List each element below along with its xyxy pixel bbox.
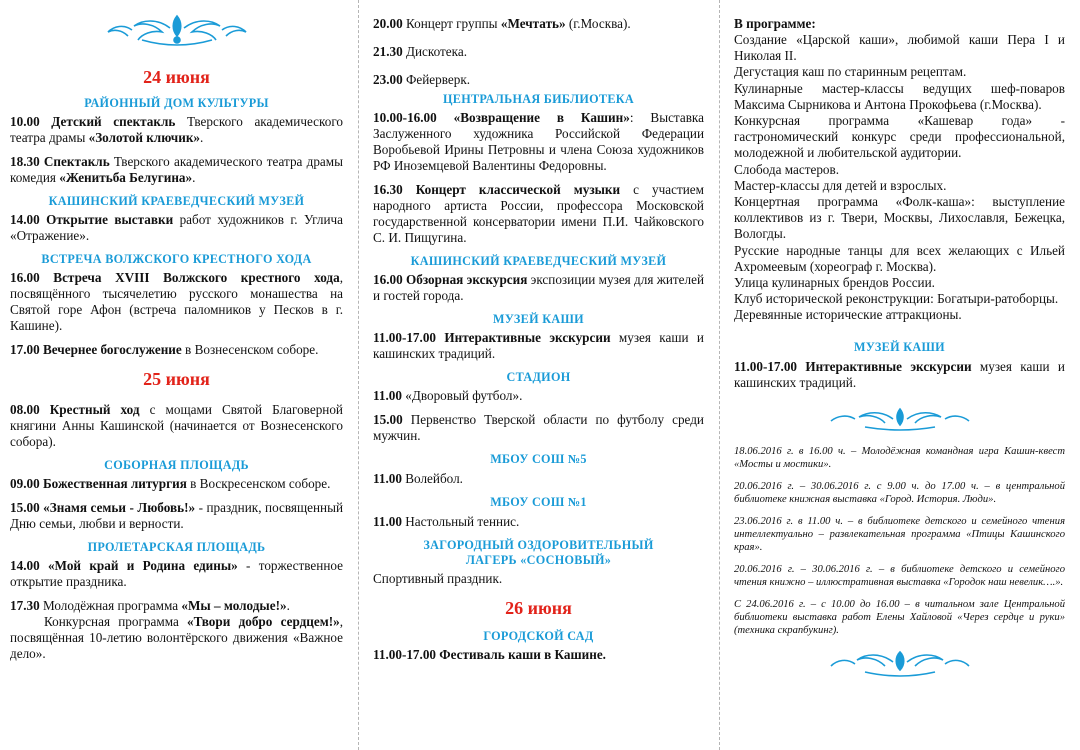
venue-heading: МБОУ СОШ №1 bbox=[490, 495, 587, 509]
venue-heading: МУЗЕЙ КАШИ bbox=[854, 339, 945, 354]
event-item: 11.00 «Дворовый футбол». bbox=[373, 388, 523, 403]
event-item: 20.00 Концерт группы «Мечтать» (г.Москва). bbox=[373, 16, 631, 31]
announcement-item: 20.06.2016 г. – 30.06.2016 г. – в библиотеке детского и семейного чтения книжно – иллюстративная выставка «Городок наш невелик….». bbox=[734, 563, 1065, 588]
event-item: 11.00 Волейбол. bbox=[373, 471, 463, 486]
event-item: 18.30 Спектакль Тверского академического театра драмы комедия «Женитьба Белугина». bbox=[10, 154, 343, 185]
announcement-item: С 24.06.2016 г. – с 10.00 до 16.00 – в читальном зале Центральной библиотеки выставка работ Елены Хайловой «Через сердце и руки» (техника скрапбукинг). bbox=[734, 598, 1065, 636]
venue-heading: ГОРОДСКОЙ САД bbox=[483, 629, 594, 643]
event-item: 11.00-17.00 Интерактивные экскурсии музея каши и кашинских традиций. bbox=[734, 358, 1065, 390]
program-item: Улица кулинарных брендов России. bbox=[734, 275, 935, 291]
event-item: 17.30 Молодёжная программа «Мы – молодые!». bbox=[10, 598, 290, 613]
date-heading: 26 июня bbox=[505, 598, 572, 618]
event-item: 17.00 Вечернее богослужение в Вознесенском соборе. bbox=[10, 342, 319, 357]
venue-heading: ВСТРЕЧА ВОЛЖСКОГО КРЕСТНОГО ХОДА bbox=[41, 252, 312, 266]
announcement-item: 18.06.2016 г. в 16.00 ч. – Молодёжная командная игра Кашин-квест «Мосты и мостики». bbox=[734, 445, 1065, 470]
event-item: 14.00 «Мой край и Родина едины» - торжественное открытие праздника. bbox=[10, 558, 343, 589]
event-item: 16.00 Встреча XVIII Волжского крестного хода, посвящённого тысячелетию русского монашества на Святой горе Афон (встреча паломников у Песков в г. Кашине). bbox=[10, 270, 343, 333]
venue-heading: СОБОРНАЯ ПЛОЩАДЬ bbox=[104, 458, 249, 472]
announcement-item: 23.06.2016 г. в 11.00 ч. – в библиотеке детского и семейного чтения интеллектуально – развлекательная программа «Птицы Кашинского края». bbox=[734, 515, 1065, 553]
venue-heading: РАЙОННЫЙ ДОМ КУЛЬТУРЫ bbox=[84, 96, 269, 110]
column-divider-left bbox=[358, 0, 359, 750]
program-item: Деревянные исторические аттракционы. bbox=[734, 307, 962, 323]
ornament-middle-icon bbox=[825, 405, 975, 431]
program-item: Мастер-классы для детей и взрослых. bbox=[734, 177, 947, 193]
event-item: 16.00 Обзорная экскурсия экспозиции музея для жителей и гостей города. bbox=[373, 272, 704, 303]
venue-heading: СТАДИОН bbox=[506, 370, 571, 384]
program-item: Слобода мастеров. bbox=[734, 161, 840, 177]
column-2 bbox=[373, 0, 704, 750]
program-item: Русские народные танцы для всех желающих с Ильей Ахромеевым (хореограф г. Москва). bbox=[734, 242, 1065, 274]
venue-heading: КАШИНСКИЙ КРАЕВЕДЧЕСКИЙ МУЗЕЙ bbox=[48, 194, 305, 208]
program-list bbox=[734, 32, 1065, 324]
program-item: Создание «Царской каши», любимой каши Пера I и Николая II. bbox=[734, 32, 1065, 64]
program-heading: В программе: bbox=[734, 16, 816, 31]
column-3 bbox=[734, 0, 1065, 750]
event-item: 15.00 «Знамя семьи - Любовь!» - праздник, посвященный Дню семьи, любви и верности. bbox=[10, 500, 343, 531]
program-item: Клуб исторической реконструкции: Богатыри-ратоборцы. bbox=[734, 291, 1059, 307]
program-item: Кулинарные мастер-классы ведущих шеф-поваров Максима Сырникова и Антона Прокофьева (г.Москва). bbox=[734, 80, 1065, 112]
venue-heading: ЗАГОРОДНЫЙ ОЗДОРОВИТЕЛЬНЫЙ bbox=[423, 538, 654, 552]
date-heading: 24 июня bbox=[143, 67, 210, 87]
program-item: Концертная программа «Фолк-каша»: выступление коллективов из г. Твери, Москвы, Лихославля, Бежецка, Вологды. bbox=[734, 194, 1065, 242]
venue-heading: МБОУ СОШ №5 bbox=[490, 452, 587, 466]
program-item: Дегустация каш по старинным рецептам. bbox=[734, 64, 967, 80]
event-item: 15.00 Первенство Тверской области по футболу среди мужчин. bbox=[373, 412, 704, 443]
venue-heading: КАШИНСКИЙ КРАЕВЕДЧЕСКИЙ МУЗЕЙ bbox=[410, 254, 667, 268]
venue-heading: ПРОЛЕТАРСКАЯ ПЛОЩАДЬ bbox=[87, 540, 266, 554]
program-item: Конкурсная программа «Кашевар года» - гастрономический конкурс среди профессиональной, молодежной и любительской аудитории. bbox=[734, 113, 1065, 161]
column-1 bbox=[10, 0, 343, 750]
event-item: Спортивный праздник. bbox=[373, 571, 503, 586]
announcements-list bbox=[734, 445, 1065, 637]
event-item: 14.00 Открытие выставки работ художников г. Углича «Отражение». bbox=[10, 212, 343, 243]
date-heading: 25 июня bbox=[143, 369, 210, 389]
announcement-item: 20.06.2016 г. – 30.06.2016 г. с 9.00 ч. до 17.00 ч. – в центральной библиотеке книжная выставка «Город. История. Люди». bbox=[734, 480, 1065, 505]
venue-heading: ЦЕНТРАЛЬНАЯ БИБЛИОТЕКА bbox=[443, 92, 634, 106]
event-item: 09.00 Божественная литургия в Воскресенском соборе. bbox=[10, 476, 331, 491]
venue-heading: МУЗЕЙ КАШИ bbox=[493, 312, 584, 326]
ornament-top-icon bbox=[102, 10, 252, 50]
event-item: 10.00 Детский спектакль Тверского академического театра драмы «Золотой ключик». bbox=[10, 114, 343, 145]
event-item: 11.00-17.00 Фестиваль каши в Кашине. bbox=[373, 647, 606, 662]
event-item: 11.00 Настольный теннис. bbox=[373, 514, 520, 529]
event-item: 16.30 Концерт классической музыки с участием народного артиста России, профессора Московской государственной консерватории имени П.И. Чайковского С. И. Пищугина. bbox=[373, 182, 704, 245]
column-divider-right bbox=[719, 0, 720, 750]
venue-heading: ЛАГЕРЬ «СОСНОВЫЙ» bbox=[465, 553, 612, 567]
event-item: 10.00-16.00 «Возвращение в Кашин»: Выставка Заслуженного художника Российской Федерации Воробьевой Ирины Петровны и члена Союза художников РФ Иноземцевой Валентины Федоровны. bbox=[373, 110, 704, 173]
event-item: 08.00 Крестный ход с мощами Святой Благоверной княгини Анны Кашинской (начинается от Вознесенского собора). bbox=[10, 402, 343, 449]
ornament-bottom-icon bbox=[825, 646, 975, 678]
event-item: 11.00-17.00 Интерактивные экскурсии музея каши и кашинских традиций. bbox=[373, 330, 704, 361]
event-item: Конкурсная программа «Твори добро сердцем!», посвящённая 10-летию волонтёрского движения «Важное дело». bbox=[10, 614, 343, 661]
event-item: 23.00 Фейерверк. bbox=[373, 72, 471, 87]
event-item: 21.30 Дискотека. bbox=[373, 44, 468, 59]
